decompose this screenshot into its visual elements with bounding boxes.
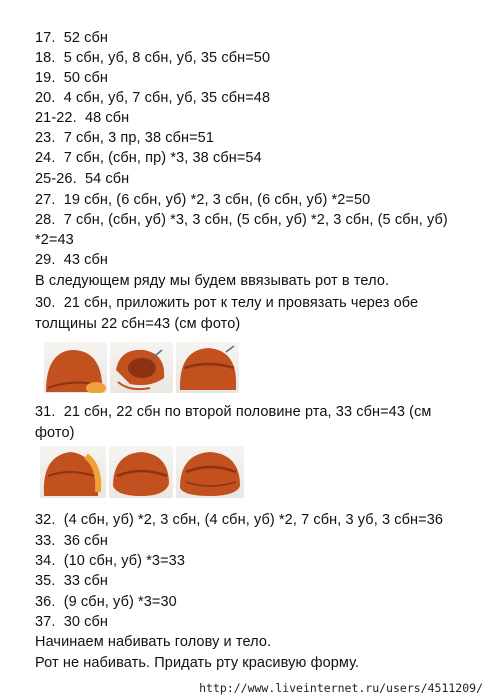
row-28-continued: *2=43 xyxy=(35,232,74,248)
row-33: 33. 36 сбн xyxy=(35,533,109,549)
crochet-body-photo-1 xyxy=(40,446,106,498)
row-24: 24. 7 сбн, (сбн, пр) *3, 38 сбн=54 xyxy=(35,150,262,166)
instruction-mouth: В следующем ряду мы будем ввязывать рот в тело. xyxy=(35,273,390,289)
row-31-continued: фото) xyxy=(35,425,75,441)
row-30-continued: толщины 22 сбн=43 (см фото) xyxy=(35,316,241,332)
crochet-mouth-photo-3 xyxy=(176,342,239,393)
row-18: 18. 5 сбн, уб, 8 сбн, уб, 35 сбн=50 xyxy=(35,50,271,66)
photo-strip-row-30 xyxy=(44,342,239,393)
row-27: 27. 19 сбн, (6 сбн, уб) *2, 3 сбн, (6 сбн, уб) *2=50 xyxy=(35,192,371,208)
row-21-22: 21-22. 48 сбн xyxy=(35,110,130,126)
crochet-body-photo-2 xyxy=(109,446,173,498)
row-37: 37. 30 сбн xyxy=(35,614,109,630)
row-35: 35. 33 сбн xyxy=(35,573,109,589)
row-28: 28. 7 сбн, (сбн, уб) *3, 3 сбн, (5 сбн, уб) *2, 3 сбн, (5 сбн, уб) xyxy=(35,212,448,228)
row-31: 31. 21 сбн, 22 сбн по второй половине рта, 33 сбн=43 (см xyxy=(35,404,432,420)
row-32: 32. (4 сбн, уб) *2, 3 сбн, (4 сбн, уб) *2, 7 сбн, 3 уб, 3 сбн=36 xyxy=(35,512,444,528)
row-23: 23. 7 сбн, 3 пр, 38 сбн=51 xyxy=(35,130,215,146)
instruction-mouth-shape: Рот не набивать. Придать рту красивую форму. xyxy=(35,655,360,671)
row-30: 30. 21 сбн, приложить рот к телу и провязать через обе xyxy=(35,295,419,311)
row-29: 29. 43 сбн xyxy=(35,252,109,268)
source-url-link[interactable]: http://www.liveinternet.ru/users/4511209/ xyxy=(199,681,483,695)
row-20: 20. 4 сбн, уб, 7 сбн, уб, 35 сбн=48 xyxy=(35,90,271,106)
photo-strip-row-31 xyxy=(40,446,244,498)
instruction-stuffing: Начинаем набивать голову и тело. xyxy=(35,634,272,650)
row-36: 36. (9 сбн, уб) *3=30 xyxy=(35,594,177,610)
row-25-26: 25-26. 54 сбн xyxy=(35,171,130,187)
row-34: 34. (10 сбн, уб) *3=33 xyxy=(35,553,185,569)
row-17: 17. 52 сбн xyxy=(35,30,109,46)
row-19: 19. 50 сбн xyxy=(35,70,109,86)
crochet-mouth-photo-2 xyxy=(110,342,173,393)
crochet-body-photo-3 xyxy=(176,446,244,498)
crochet-mouth-photo-1 xyxy=(44,342,107,393)
